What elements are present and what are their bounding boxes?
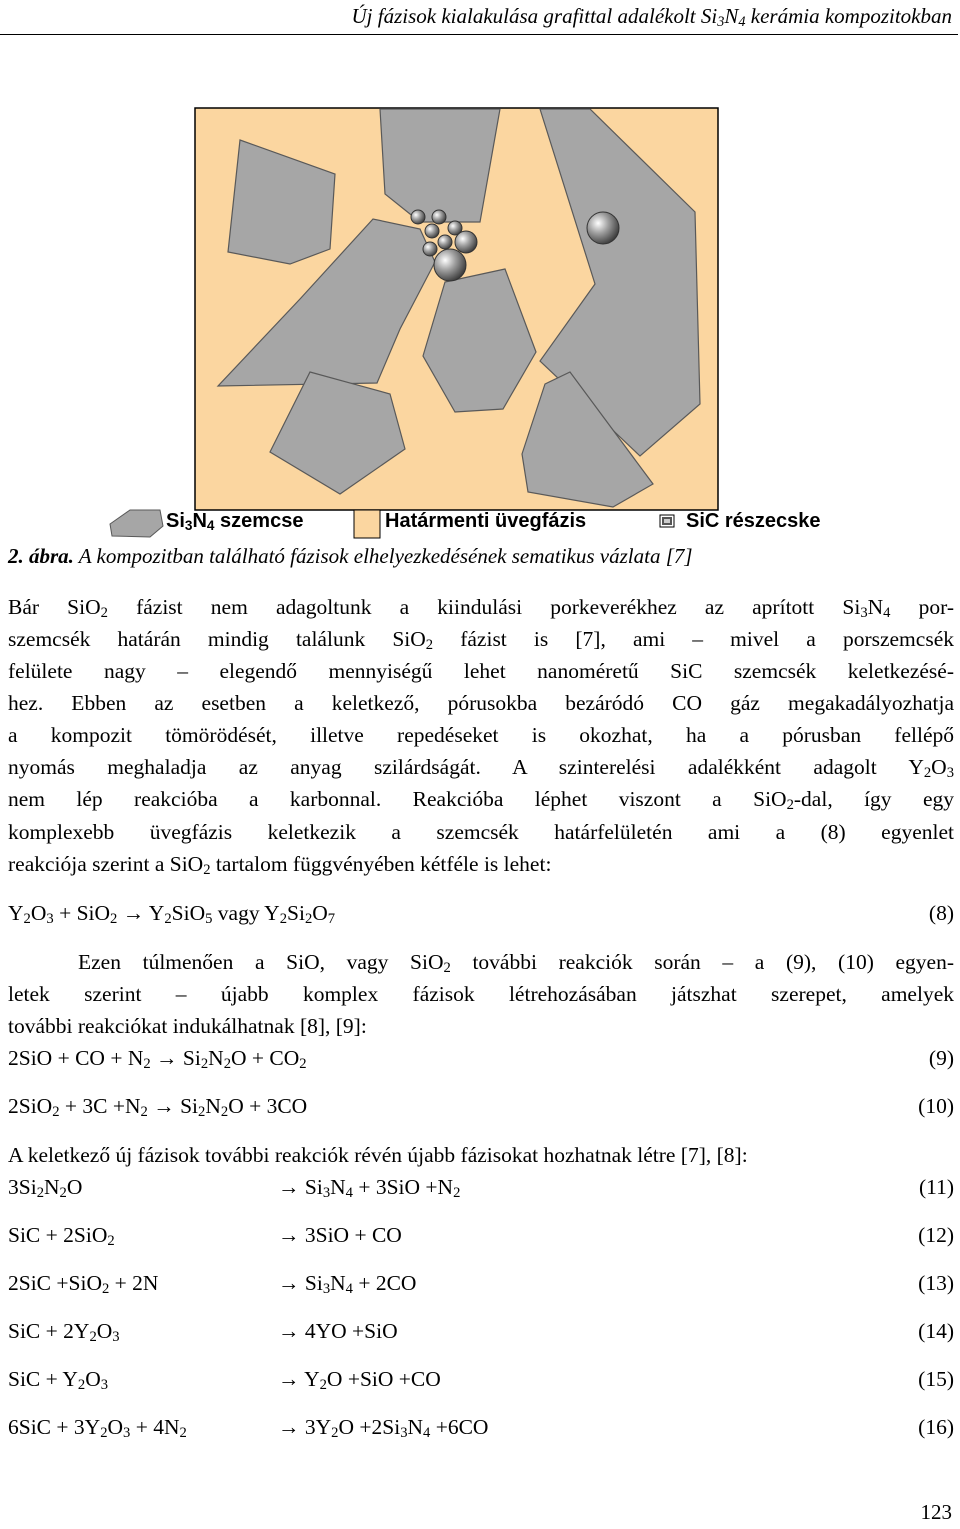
legend-si3n4: $Si_3N_4$ szemcse [166,510,304,533]
sic-particle [438,235,452,249]
equation-number: (15) [918,1367,954,1391]
equation-number: (9) [928,1046,954,1070]
reaction-lhs: $3Si_2N_2O$ [8,1175,83,1202]
reaction-rhs: → $Si_3N_4 + 3SiO +N_2$ [278,1175,461,1202]
sic-particle [423,242,437,256]
reaction-rhs: → $3Y_2O +2Si_3N_4 +6CO$ [278,1415,489,1442]
sic-particle [587,212,619,244]
paragraph-3: A keletkező új fázisok további reakciók révén újabb fázisokat hozhatnak létre [7], [8]: [8,1143,748,1167]
equation-number: (16) [918,1415,954,1439]
caption-label: 2. ábra. [8,544,74,568]
equation-text: 2SiO + CO + $N_2 \to Si_2N_2O + CO_2$ [8,1046,307,1073]
text-line: reakciója szerint a SiO$_2$ tartalom függvényében kétféle is lehet: [8,852,552,879]
equation-number: (13) [918,1271,954,1295]
text-line: nem lép reakcióba a karbonnal. Reakcióba léphet viszont a SiO$_2$-dal, így egy [8,787,954,814]
page-number: 123 [920,1500,952,1524]
text-line: hez. Ebben az esetben a keletkező, pórusokba bezáródó CO gáz megakadályozhatja [8,691,954,715]
text-line: Ezen túlmenően a SiO, vagy SiO$_2$ további reakciók során – a (9), (10) egyen- [78,950,954,977]
equation-number: (8) [928,901,954,925]
equation-number: (10) [918,1094,954,1118]
running-title: Új fázisok kialakulása grafittal adalékolt $Si_3N_4$ kerámia kompozitokban [351,4,952,31]
sic-particle [434,249,466,281]
equation-number: (14) [918,1319,954,1343]
page-header [0,0,960,40]
text-line: szemcsék határán mindig találunk SiO$_2$ fázist is [7], ami – mivel a porszemcsék [8,627,954,654]
sic-particle [455,231,477,253]
text-line: Bár SiO$_2$ fázist nem adagoltunk a kiindulási porkeverékhez az aprított $Si_3N_4$ por- [8,595,954,622]
text-line: a kompozit tömörödését, illetve repedéseket is okozhat, ha a pórusban fellépő [8,723,954,747]
figure-2 [0,104,960,574]
glass-legend-swatch [354,510,380,538]
equation-number: (12) [918,1223,954,1247]
reaction-lhs: SiC + $Y_2O_3$ [8,1367,109,1394]
sic-particle [425,224,439,238]
legend-glass-phase: Határmenti üvegfázis [385,510,587,532]
equation-text: $Y_2O_3 + SiO_2 \to Y_2SiO_5$ vagy $Y_2Si_2O_7$ [8,901,336,928]
si3n4-legend-swatch [110,510,163,537]
text-line: felülete nagy – elegendő mennyiségű lehet nanoméretű SiC szemcsék keletkezésé- [8,659,954,683]
sic-particle [411,210,425,224]
reaction-rhs: → $Y_2O +SiO +CO$ [278,1367,441,1394]
text-line: letek szerint – újabb komplex fázisok létrehozásában játszhat szerepet, amelyek [8,982,954,1006]
reaction-rhs: → 3SiO + CO [278,1223,402,1247]
caption-text: A kompozitban található fázisok elhelyezkedésének sematikus vázlata [7] [73,544,693,568]
text-line: további reakciókat indukálhatnak [8], [9]: [8,1014,367,1038]
header-rule [0,34,958,35]
text-line: komplexebb üvegfázis keletkezik a szemcsék határfelületén ami a (8) egyenlet [8,820,954,844]
reaction-lhs: $6SiC + 3Y_2O_3 + 4N_2$ [8,1415,187,1442]
reaction-lhs: SiC + 2SiO$_2$ [8,1223,115,1250]
equation-number: (11) [918,1175,954,1199]
sic-legend-swatch [660,515,674,527]
figure-caption [8,544,693,569]
equation-text: $2SiO_2 + 3C +N_2 \to Si_2N_2O + 3CO$ [8,1094,308,1121]
text-line: nyomás meghaladja az anyag szilárdságát. A szinterelési adalékként adagolt $Y_2O_3$ [8,755,954,782]
reaction-lhs: SiC + $2Y_2O_3$ [8,1319,120,1346]
schematic-diagram [0,104,960,574]
sic-particle [432,210,446,224]
reaction-rhs: → 4YO +SiO [278,1319,398,1343]
legend-sic: SiC részecske [686,510,821,532]
reaction-lhs: 2SiC +SiO$_2$ + 2N [8,1271,159,1298]
reaction-rhs: → $Si_3N_4 + 2CO$ [278,1271,417,1298]
si3n4-grain [380,109,500,222]
